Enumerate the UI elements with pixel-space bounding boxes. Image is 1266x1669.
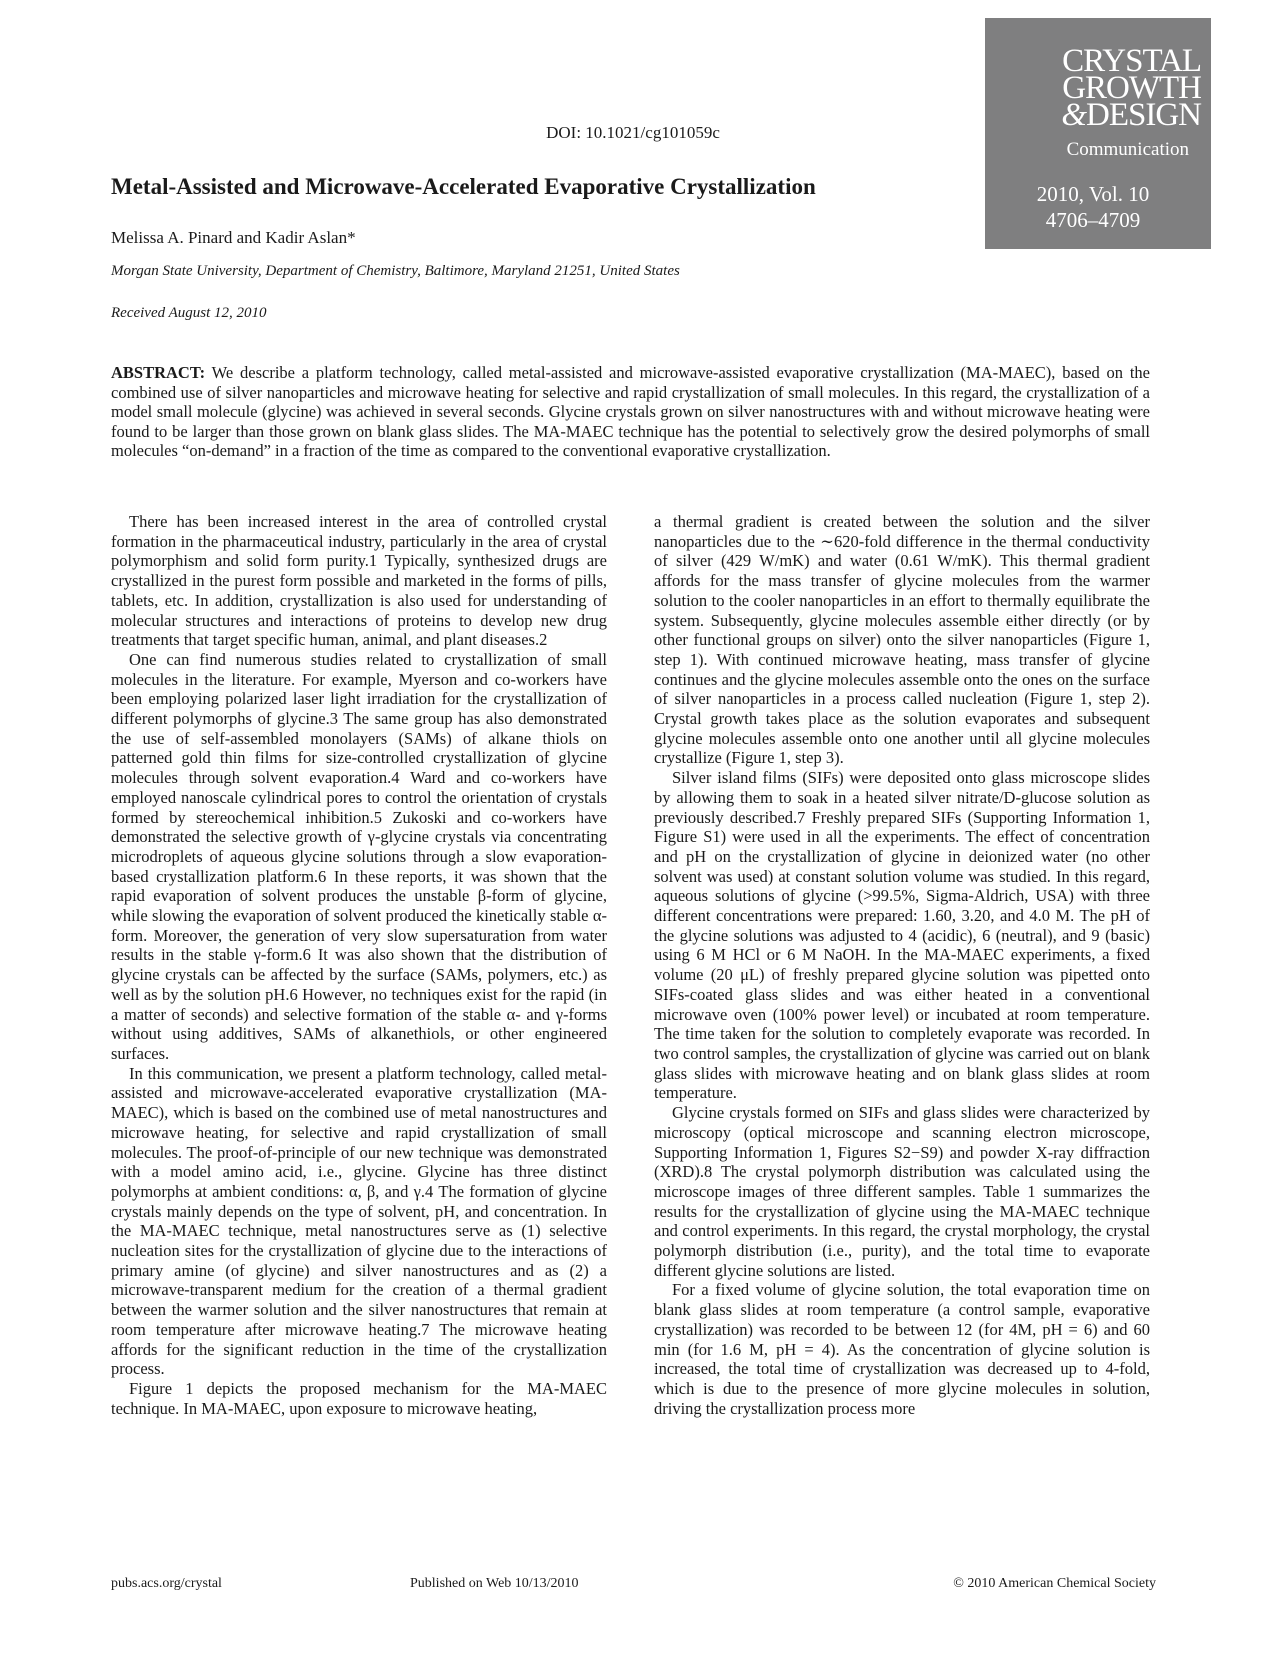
body-paragraph: a thermal gradient is created between the solution and the silver nanoparticles due to the ∼620-fold difference in the thermal conductivity of silver (429 W/mK) and water (0.61 W/mK). This thermal gradient affords for the mass transfer of glycine molecules from the warmer solution to the cooler nanoparticles in an effort to thermally equilibrate the system. Subsequently, glycine molecules assemble either directly (or by other functional groups on silver) onto the silver nanoparticles (Figure 1, step 1). With continued microwave heating, mass transfer of glycine continues and the glycine molecules assemble onto the ones on the surface of silver nanoparticles in a process called nucleation (Figure 1, step 2). Crystal growth takes place as the solution evaporates and subsequent glycine molecules assemble onto one another until all glycine molecules crystallize (Figure 1, step 3).	[654, 512, 1150, 768]
body-paragraph: For a fixed volume of glycine solution, the total evaporation time on blank glass slides at room temperature (a control sample, evaporative crystallization) was recorded to be between 12 (for 4M, pH = 6) and 60 min (for 1.6 M, pH = 4). As the concentration of glycine solution is increased, the total time of crystallization was decreased up to 4-fold, which is due to the presence of more glycine molecules in solution, driving the crystallization process more	[654, 1280, 1150, 1418]
body-paragraph: Silver island films (SIFs) were deposited onto glass microscope slides by allowing them to soak in a heated silver nitrate/D-glucose solution as previously described.7 Freshly prepared SIFs (Supporting Information 1, Figure S1) were used in all the experiments. The effect of concentration and pH on the crystallization of glycine in deionized water (no other solvent was used) at constant solution volume was studied. In this regard, aqueous solutions of glycine (>99.5%, Sigma-Aldrich, USA) with three different concentrations were prepared: 1.60, 3.20, and 4.0 M. The pH of the glycine solutions was adjusted to 4 (acidic), 6 (neutral), and 9 (basic) using 6 M HCl or 6 M NaOH. In the MA-MAEC experiments, a fixed volume (20 μL) of freshly prepared glycine solution was pipetted onto SIFs-coated glass slides and was either heated in a conventional microwave oven (100% power level) or incubated at room temperature. The time taken for the solution to completely evaporate was recorded. In two control samples, the crystallization of glycine was carried out on blank glass slides with microwave heating and on blank glass slides at room temperature.	[654, 768, 1150, 1103]
received-date: Received August 12, 2010	[111, 305, 267, 321]
abstract-text: We describe a platform technology, called metal-assisted and microwave-assisted evaporative crystallization (MA-MAEC), based on the combined use of silver nanoparticles and microwave heating for selective and rapid crystallization of small molecules. In this regard, the crystallization of a model small molecule (glycine) was achieved in several seconds. Glycine crystals grown on silver nanostructures with and without microwave heating were found to be larger than those grown on blank glass slides. The MA-MAEC technique has the potential to selectively grow the desired polymorphs of small molecules “on-demand” in a fraction of the time as compared to the conventional evaporative crystallization.	[111, 363, 1150, 460]
affiliation: Morgan State University, Department of Chemistry, Baltimore, Maryland 21251, United States	[111, 263, 680, 279]
article-type: Communication	[1066, 139, 1189, 160]
journal-website-link[interactable]: pubs.acs.org/crystal	[111, 1576, 222, 1591]
body-paragraph: There has been increased interest in the area of controlled crystal formation in the pharmaceutical industry, particularly in the area of crystal polymorphism and solid form purity.1 Typically, synthesized drugs are crystallized in the purest form possible and marketed in the forms of pills, tablets, etc. In addition, crystallization is also used for understanding of molecular structures and interactions of proteins to develop new drug treatments that target specific human, animal, and plant diseases.2	[111, 512, 607, 650]
authors: Melissa A. Pinard and Kadir Aslan*	[111, 228, 356, 247]
body-paragraph: Figure 1 depicts the proposed mechanism for the MA-MAEC technique. In MA-MAEC, upon exposure to microwave heating,	[111, 1378, 607, 1418]
journal-volume: 2010, Vol. 10 4706–4709	[1036, 182, 1150, 232]
doi: DOI: 10.1021/cg101059c	[546, 123, 720, 142]
article-title: Metal-Assisted and Microwave-Accelerated Evaporative Crystallization	[111, 174, 816, 199]
copyright: © 2010 American Chemical Society	[953, 1576, 1156, 1591]
journal-badge	[985, 18, 1211, 249]
journal-name: CRYSTAL GROWTH &DESIGN	[1061, 43, 1201, 133]
body-column-right	[654, 512, 1150, 1418]
abstract-heading: ABSTRACT:	[111, 363, 206, 382]
abstract	[111, 363, 1150, 461]
body-paragraph: Glycine crystals formed on SIFs and glass slides were characterized by microscopy (optical microscope and scanning electron microscope, Supporting Information 1, Figures S2−S9) and powder X-ray diffraction (XRD).8 The crystal polymorph distribution was calculated using the microscope images of three different samples. Table 1 summarizes the results for the crystallization of glycine using the MA-MAEC technique and control experiments. In this regard, the crystal morphology, the crystal polymorph distribution (i.e., purity), and the total time to evaporate different glycine solutions are listed.	[654, 1103, 1150, 1280]
body-column-left	[111, 512, 607, 1418]
body-paragraph: One can find numerous studies related to crystallization of small molecules in the literature. For example, Myerson and co-workers have been employing polarized laser light irradiation for the crystallization of different polymorphs of glycine.3 The same group has also demonstrated the use of self-assembled monolayers (SAMs) of alkane thiols on patterned gold thin films for size-controlled crystallization of glycine molecules through solvent evaporation.4 Ward and co-workers have employed nanoscale cylindrical pores to control the orientation of crystals formed by stereochemical inhibition.5 Zukoski and co-workers have demonstrated the selective growth of γ-glycine crystals via concentrating microdroplets of aqueous glycine solutions through a slow evaporation-based crystallization platform.6 In these reports, it was shown that the rapid evaporation of solvent produces the unstable β-form of glycine, while slowing the evaporation of solvent produced the kinetically stable α-form. Moreover, the generation of very slow supersaturation from water results in the stable γ-form.6 It was also shown that the distribution of glycine crystals can be affected by the surface (SAMs, polymers, etc.) as well as by the solution pH.6 However, no techniques exist for the rapid (in a matter of seconds) and selective formation of the stable α- and γ-forms without using additives, SAMs of alkanethiols, or other engineered surfaces.	[111, 649, 607, 1063]
publication-date: Published on Web 10/13/2010	[410, 1576, 579, 1591]
body-paragraph: In this communication, we present a platform technology, called metal-assisted and microwave-accelerated evaporative crystallization (MA-MAEC), which is based on the combined use of metal nanostructures and microwave heating, for selective and rapid crystallization of small molecules. The proof-of-principle of our new technique was demonstrated with a model amino acid, i.e., glycine. Glycine has three distinct polymorphs at ambient conditions: α, β, and γ.4 The formation of glycine crystals mainly depends on the type of solvent, pH, and concentration. In the MA-MAEC technique, metal nanostructures serve as (1) selective nucleation sites for the crystallization of glycine due to the interactions of primary amine (of glycine) and silver nanostructures and as (2) a microwave-transparent medium for the creation of a thermal gradient between the warmer solution and the silver nanostructures that remain at room temperature after microwave heating.7 The microwave heating affords for the significant reduction in the time of the crystallization process.	[111, 1063, 607, 1379]
